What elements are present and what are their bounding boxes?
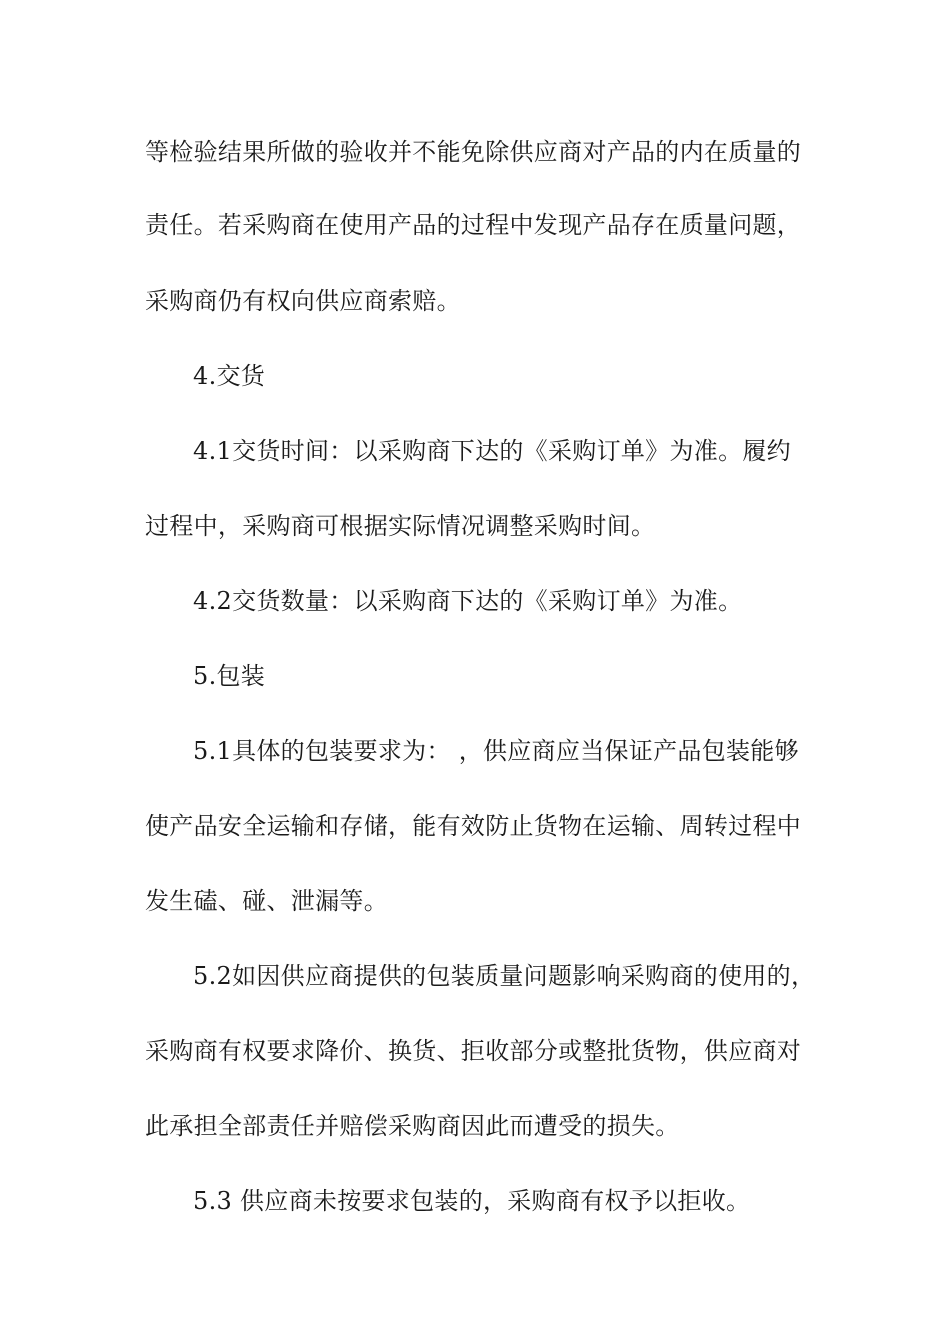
paragraph-line: 使产品安全运输和存储，能有效防止货物在运输、周转过程中 <box>145 812 802 840</box>
paragraph-line: 4.1交货时间：以采购商下达的《采购订单》为准。履约 <box>193 437 791 465</box>
paragraph-line: 采购商有权要求降价、换货、拒收部分或整批货物，供应商对 <box>145 1037 802 1065</box>
paragraph-line: 发生磕、碰、泄漏等。 <box>145 887 388 915</box>
paragraph-line: 5.3 供应商未按要求包装的，采购商有权予以拒收。 <box>193 1187 751 1215</box>
paragraph-line: 等检验结果所做的验收并不能免除供应商对产品的内在质量的 <box>145 138 802 166</box>
paragraph-line: 此承担全部责任并赔偿采购商因此而遭受的损失。 <box>145 1112 680 1140</box>
paragraph-line: 5.1具体的包装要求为： ，供应商应当保证产品包装能够 <box>193 737 799 765</box>
paragraph-line: 责任。若采购商在使用产品的过程中发现产品存在质量问题， <box>145 211 802 239</box>
paragraph-line: 采购商仍有权向供应商索赔。 <box>145 287 461 315</box>
section-heading-packaging: 5.包装 <box>193 662 266 690</box>
paragraph-line: 过程中，采购商可根据实际情况调整采购时间。 <box>145 512 656 540</box>
section-heading-delivery: 4.交货 <box>193 362 266 390</box>
paragraph-line: 4.2交货数量：以采购商下达的《采购订单》为准。 <box>193 587 743 615</box>
paragraph-line: 5.2如因供应商提供的包装质量问题影响采购商的使用的， <box>193 962 816 990</box>
